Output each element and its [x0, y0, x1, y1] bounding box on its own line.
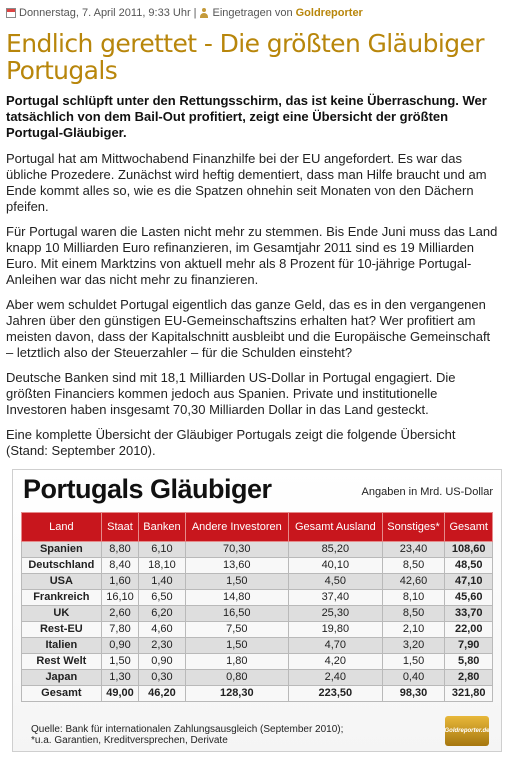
table-row	[22, 670, 493, 686]
posted-by-label: Eingetragen von	[212, 7, 293, 19]
value-cell: 0,90	[139, 654, 185, 670]
value-cell: 2,30	[139, 638, 185, 654]
value-cell: 18,10	[139, 558, 185, 574]
value-cell: 1,60	[101, 574, 139, 590]
col-header-gesamt-ausland: Gesamt Ausland	[289, 513, 383, 542]
table-row	[22, 638, 493, 654]
col-header-banken: Banken	[139, 513, 185, 542]
article-lead: Portugal schlüpft unter den Rettungsschirm, das ist keine Überraschung. Wer tatsächlich von dem Bail-Out profitiert, zeigt eine Übersicht der größten Portugal-Gläubiger.	[6, 93, 487, 140]
paragraph-3: Aber wem schuldet Portugal eigentlich das ganze Geld, das es in den vergangenen Jahren über den günstigen EU-Gemeinschaftszins erhalten hat? Wer profitiert am meisten davon, dass der Kapitalschnitt ausbleibt und die Europäische Gemeinschaft – letztlich also der Steuerzahler – für die Schulden einsteht?	[6, 297, 491, 360]
col-header-gesamt: Gesamt	[445, 513, 493, 542]
value-cell: 37,40	[289, 590, 383, 606]
footnote-line: *u.a. Garantien, Kreditversprechen, Derivate	[31, 735, 228, 746]
value-cell: 1,50	[185, 638, 289, 654]
paragraph-2: Für Portugal waren die Lasten nicht mehr zu stemmen. Bis Ende Juni muss das Land knapp 10 Milliarden Euro refinanzieren, im Gesamtjahr 2011 sind es 19 Milliarden Euro. Mit einem Marktzins von aktuell mehr als 8 Prozent für 10-jährige Portugal-Anleihen war das nicht mehr zu finanzieren.	[6, 224, 498, 287]
value-cell: 0,90	[101, 638, 139, 654]
chart-source	[31, 724, 343, 746]
country-cell: Rest-EU	[22, 622, 102, 638]
table-body	[22, 542, 493, 702]
value-cell: 1,40	[139, 574, 185, 590]
value-cell: 2,10	[382, 622, 445, 638]
total-value-cell: 46,20	[139, 686, 185, 702]
creditors-table	[21, 512, 493, 702]
value-cell: 7,50	[185, 622, 289, 638]
table-row	[22, 542, 493, 558]
user-icon	[199, 8, 209, 18]
value-cell: 1,30	[101, 670, 139, 686]
value-cell: 0,30	[139, 670, 185, 686]
country-cell: Deutschland	[22, 558, 102, 574]
table-header-row	[22, 513, 493, 542]
value-cell: 19,80	[289, 622, 383, 638]
col-header-staat: Staat	[101, 513, 139, 542]
article-title: Endlich gerettet - Die größten Gläubiger Portugals	[6, 29, 484, 85]
value-cell: 3,20	[382, 638, 445, 654]
value-cell: 14,80	[185, 590, 289, 606]
value-cell: 33,70	[445, 606, 493, 622]
country-cell: Frankreich	[22, 590, 102, 606]
table-row	[22, 574, 493, 590]
total-value-cell: 98,30	[382, 686, 445, 702]
value-cell: 2,60	[101, 606, 139, 622]
value-cell: 1,50	[382, 654, 445, 670]
total-value-cell: 321,80	[445, 686, 493, 702]
table-row	[22, 622, 493, 638]
value-cell: 8,40	[101, 558, 139, 574]
table-row	[22, 558, 493, 574]
article	[0, 6, 506, 752]
value-cell: 42,60	[382, 574, 445, 590]
chart-title: Portugals Gläubiger	[23, 474, 272, 504]
value-cell: 1,50	[185, 574, 289, 590]
value-cell: 1,80	[185, 654, 289, 670]
value-cell: 4,20	[289, 654, 383, 670]
value-cell: 0,80	[185, 670, 289, 686]
country-cell: UK	[22, 606, 102, 622]
value-cell: 13,60	[185, 558, 289, 574]
value-cell: 6,20	[139, 606, 185, 622]
post-date: Donnerstag, 7. April 2011, 9:33 Uhr	[19, 7, 191, 19]
value-cell: 23,40	[382, 542, 445, 558]
value-cell: 2,80	[445, 670, 493, 686]
value-cell: 2,40	[289, 670, 383, 686]
value-cell: 16,10	[101, 590, 139, 606]
chart-unit: Angaben in Mrd. US-Dollar	[361, 486, 493, 498]
country-cell: Japan	[22, 670, 102, 686]
value-cell: 8,80	[101, 542, 139, 558]
value-cell: 6,10	[139, 542, 185, 558]
value-cell: 16,50	[185, 606, 289, 622]
country-cell: Rest Welt	[22, 654, 102, 670]
value-cell: 45,60	[445, 590, 493, 606]
col-header-andere-investoren: Andere Investoren	[185, 513, 289, 542]
value-cell: 7,90	[445, 638, 493, 654]
total-value-cell: 223,50	[289, 686, 383, 702]
value-cell: 6,50	[139, 590, 185, 606]
value-cell: 47,10	[445, 574, 493, 590]
post-meta	[6, 6, 500, 20]
total-value-cell: 49,00	[101, 686, 139, 702]
paragraph-5: Eine komplette Übersicht der Gläubiger Portugals zeigt die folgende Übersicht (Stand: September 2010).	[6, 427, 456, 458]
value-cell: 0,40	[382, 670, 445, 686]
author-link[interactable]: Goldreporter	[295, 7, 363, 19]
value-cell: 40,10	[289, 558, 383, 574]
value-cell: 85,20	[289, 542, 383, 558]
value-cell: 108,60	[445, 542, 493, 558]
country-cell: Italien	[22, 638, 102, 654]
meta-separator: |	[193, 7, 197, 19]
table-row	[22, 606, 493, 622]
goldreporter-logo	[445, 716, 489, 746]
source-line: Quelle: Bank für internationalen Zahlungsausgleich (September 2010);	[31, 724, 344, 735]
value-cell: 8,50	[382, 558, 445, 574]
value-cell: 5,80	[445, 654, 493, 670]
value-cell: 48,50	[445, 558, 493, 574]
country-cell: Spanien	[22, 542, 102, 558]
country-cell: USA	[22, 574, 102, 590]
table-row	[22, 654, 493, 670]
paragraph-1: Portugal hat am Mittwochabend Finanzhilfe bei der EU angefordert. Es war das übliche Prozedere. Zunächst wird heftig dementiert, dass man Hilfe braucht und am Ende kommt alles so, wie es die Spatzen ohnehin seit Monaten von den Dächern pfeifen.	[6, 151, 487, 214]
value-cell: 8,50	[382, 606, 445, 622]
value-cell: 70,30	[185, 542, 289, 558]
value-cell: 25,30	[289, 606, 383, 622]
value-cell: 7,80	[101, 622, 139, 638]
logo-text: Goldreporter.de	[444, 728, 490, 734]
col-header-sonstiges: Sonstiges*	[382, 513, 445, 542]
value-cell: 4,60	[139, 622, 185, 638]
value-cell: 1,50	[101, 654, 139, 670]
total-label-cell: Gesamt	[22, 686, 102, 702]
value-cell: 22,00	[445, 622, 493, 638]
value-cell: 8,10	[382, 590, 445, 606]
creditors-chart	[12, 469, 502, 752]
value-cell: 4,50	[289, 574, 383, 590]
table-row	[22, 590, 493, 606]
table-total-row	[22, 686, 493, 702]
value-cell: 4,70	[289, 638, 383, 654]
paragraph-4: Deutsche Banken sind mit 18,1 Milliarden US-Dollar in Portugal engagiert. Die größten Financiers kommen jedoch aus Spanien. Private und institutionelle Investoren haben insgesamt 70,30 Milliarden Dollar in das Land gesteckt.	[6, 370, 456, 417]
col-header-land: Land	[22, 513, 102, 542]
total-value-cell: 128,30	[185, 686, 289, 702]
calendar-icon	[6, 8, 16, 18]
